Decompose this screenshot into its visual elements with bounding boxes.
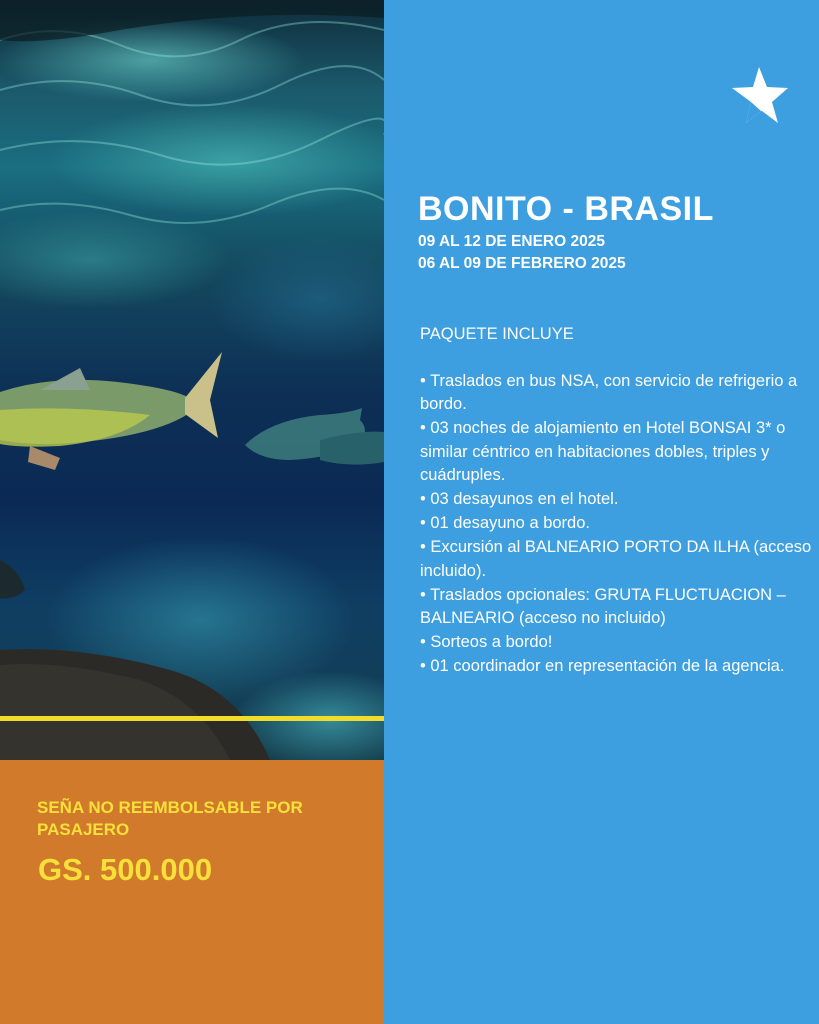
trip-date: 09 AL 12 DE ENERO 2025 xyxy=(418,233,605,250)
underwater-photo xyxy=(0,0,384,760)
deposit-amount: GS. 500.000 xyxy=(38,852,213,887)
package-item: • 03 desayunos en el hotel. xyxy=(420,490,619,509)
destination-title: BONITO - BRASIL xyxy=(418,190,714,228)
fish-small xyxy=(245,408,384,465)
package-item: • 01 desayuno a bordo. xyxy=(420,514,590,533)
package-list xyxy=(420,370,812,680)
yellow-divider xyxy=(0,716,384,721)
package-item: • Traslados en bus NSA, con servicio de refrigerio a bordo. xyxy=(420,372,798,414)
fish-illustration xyxy=(0,0,384,760)
package-item: • 03 noches de alojamiento en Hotel BONSAI 3* o similar céntrico en habitaciones dobles, triples y cuádruples. xyxy=(420,419,786,484)
package-item: • Excursión al BALNEARIO PORTO DA ILHA (acceso incluido). xyxy=(420,538,812,580)
fish-large xyxy=(0,352,222,470)
trip-date: 06 AL 09 DE FEBRERO 2025 xyxy=(418,255,626,272)
package-heading: PAQUETE INCLUYE xyxy=(420,325,574,343)
package-item: • Traslados opcionales: GRUTA FLUCTUACION – BALNEARIO (acceso no incluido) xyxy=(420,585,786,628)
trip-dates xyxy=(418,231,626,275)
package-item: • 01 coordinador en representación de la agencia. xyxy=(420,657,785,676)
star-icon xyxy=(727,64,791,128)
package-item: • Sorteos a bordo! xyxy=(420,633,553,652)
deposit-label: SEÑA NO REEMBOLSABLE POR PASAJERO xyxy=(37,798,303,839)
